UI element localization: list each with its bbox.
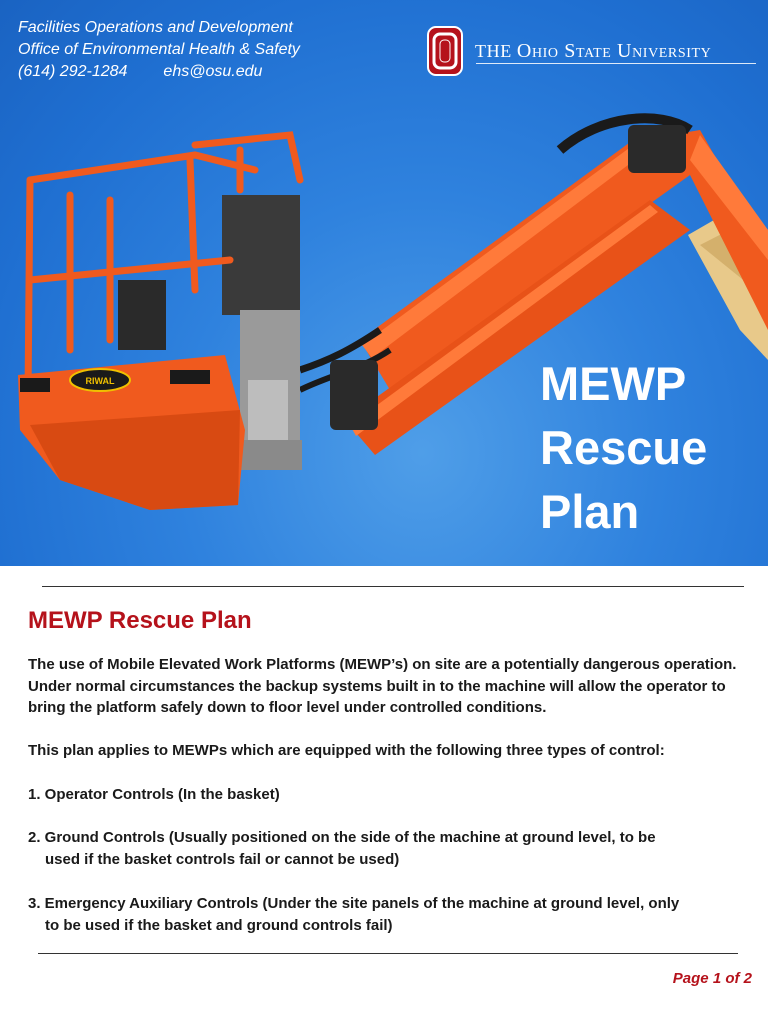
hero-title-line2: Rescue: [540, 421, 708, 474]
list-item-line: used if the basket controls fail or cannot be used): [45, 850, 400, 868]
list-item-ground-controls: [28, 827, 740, 870]
list-item-text: 1. Operator Controls (In the basket): [28, 786, 280, 803]
hero-title-line1: MEWP: [540, 357, 687, 410]
contact-info: [18, 17, 300, 83]
department-name: Facilities Operations and Development: [18, 19, 293, 36]
bottom-divider: [38, 953, 738, 954]
list-item-line: to be used if the basket and ground controls fail): [45, 916, 393, 934]
page-number: Page 1 of 2: [672, 970, 752, 987]
hero-title-line3: Plan: [540, 485, 640, 538]
university-name-the: THE: [475, 40, 512, 61]
list-item-line: 3. Emergency Auxiliary Controls (Under the site panels of the machine at ground level, only: [28, 895, 680, 912]
university-name: [475, 40, 711, 63]
top-divider: [42, 586, 744, 587]
osu-block-o-icon: [427, 26, 463, 76]
hero-title: [540, 352, 707, 544]
phone-number: (614) 292-1284: [18, 63, 128, 80]
logo-underline: [476, 63, 756, 64]
list-item-operator-controls: [28, 784, 740, 806]
basket-brand-label: RIWAL: [85, 376, 115, 386]
email-address[interactable]: ehs@osu.edu: [163, 63, 263, 80]
section-title: MEWP Rescue Plan: [28, 607, 252, 634]
intro-paragraph: The use of Mobile Elevated Work Platforms (MEWP’s) on site are a potentially dangerous operation. Under normal circumstances the backup systems built in to the machine will allow the operator to bring the platform safely down to floor level under controlled conditions.: [28, 656, 737, 716]
applies-paragraph: This plan applies to MEWPs which are equipped with the following three types of control:: [28, 742, 665, 759]
university-name-rest: Ohio State University: [516, 39, 712, 62]
list-item-emergency-controls: [28, 893, 740, 936]
list-item-line: 2. Ground Controls (Usually positioned on the side of the machine at ground level, to be: [28, 829, 656, 846]
office-name: Office of Environmental Health & Safety: [18, 41, 300, 58]
university-logo: [427, 26, 711, 76]
